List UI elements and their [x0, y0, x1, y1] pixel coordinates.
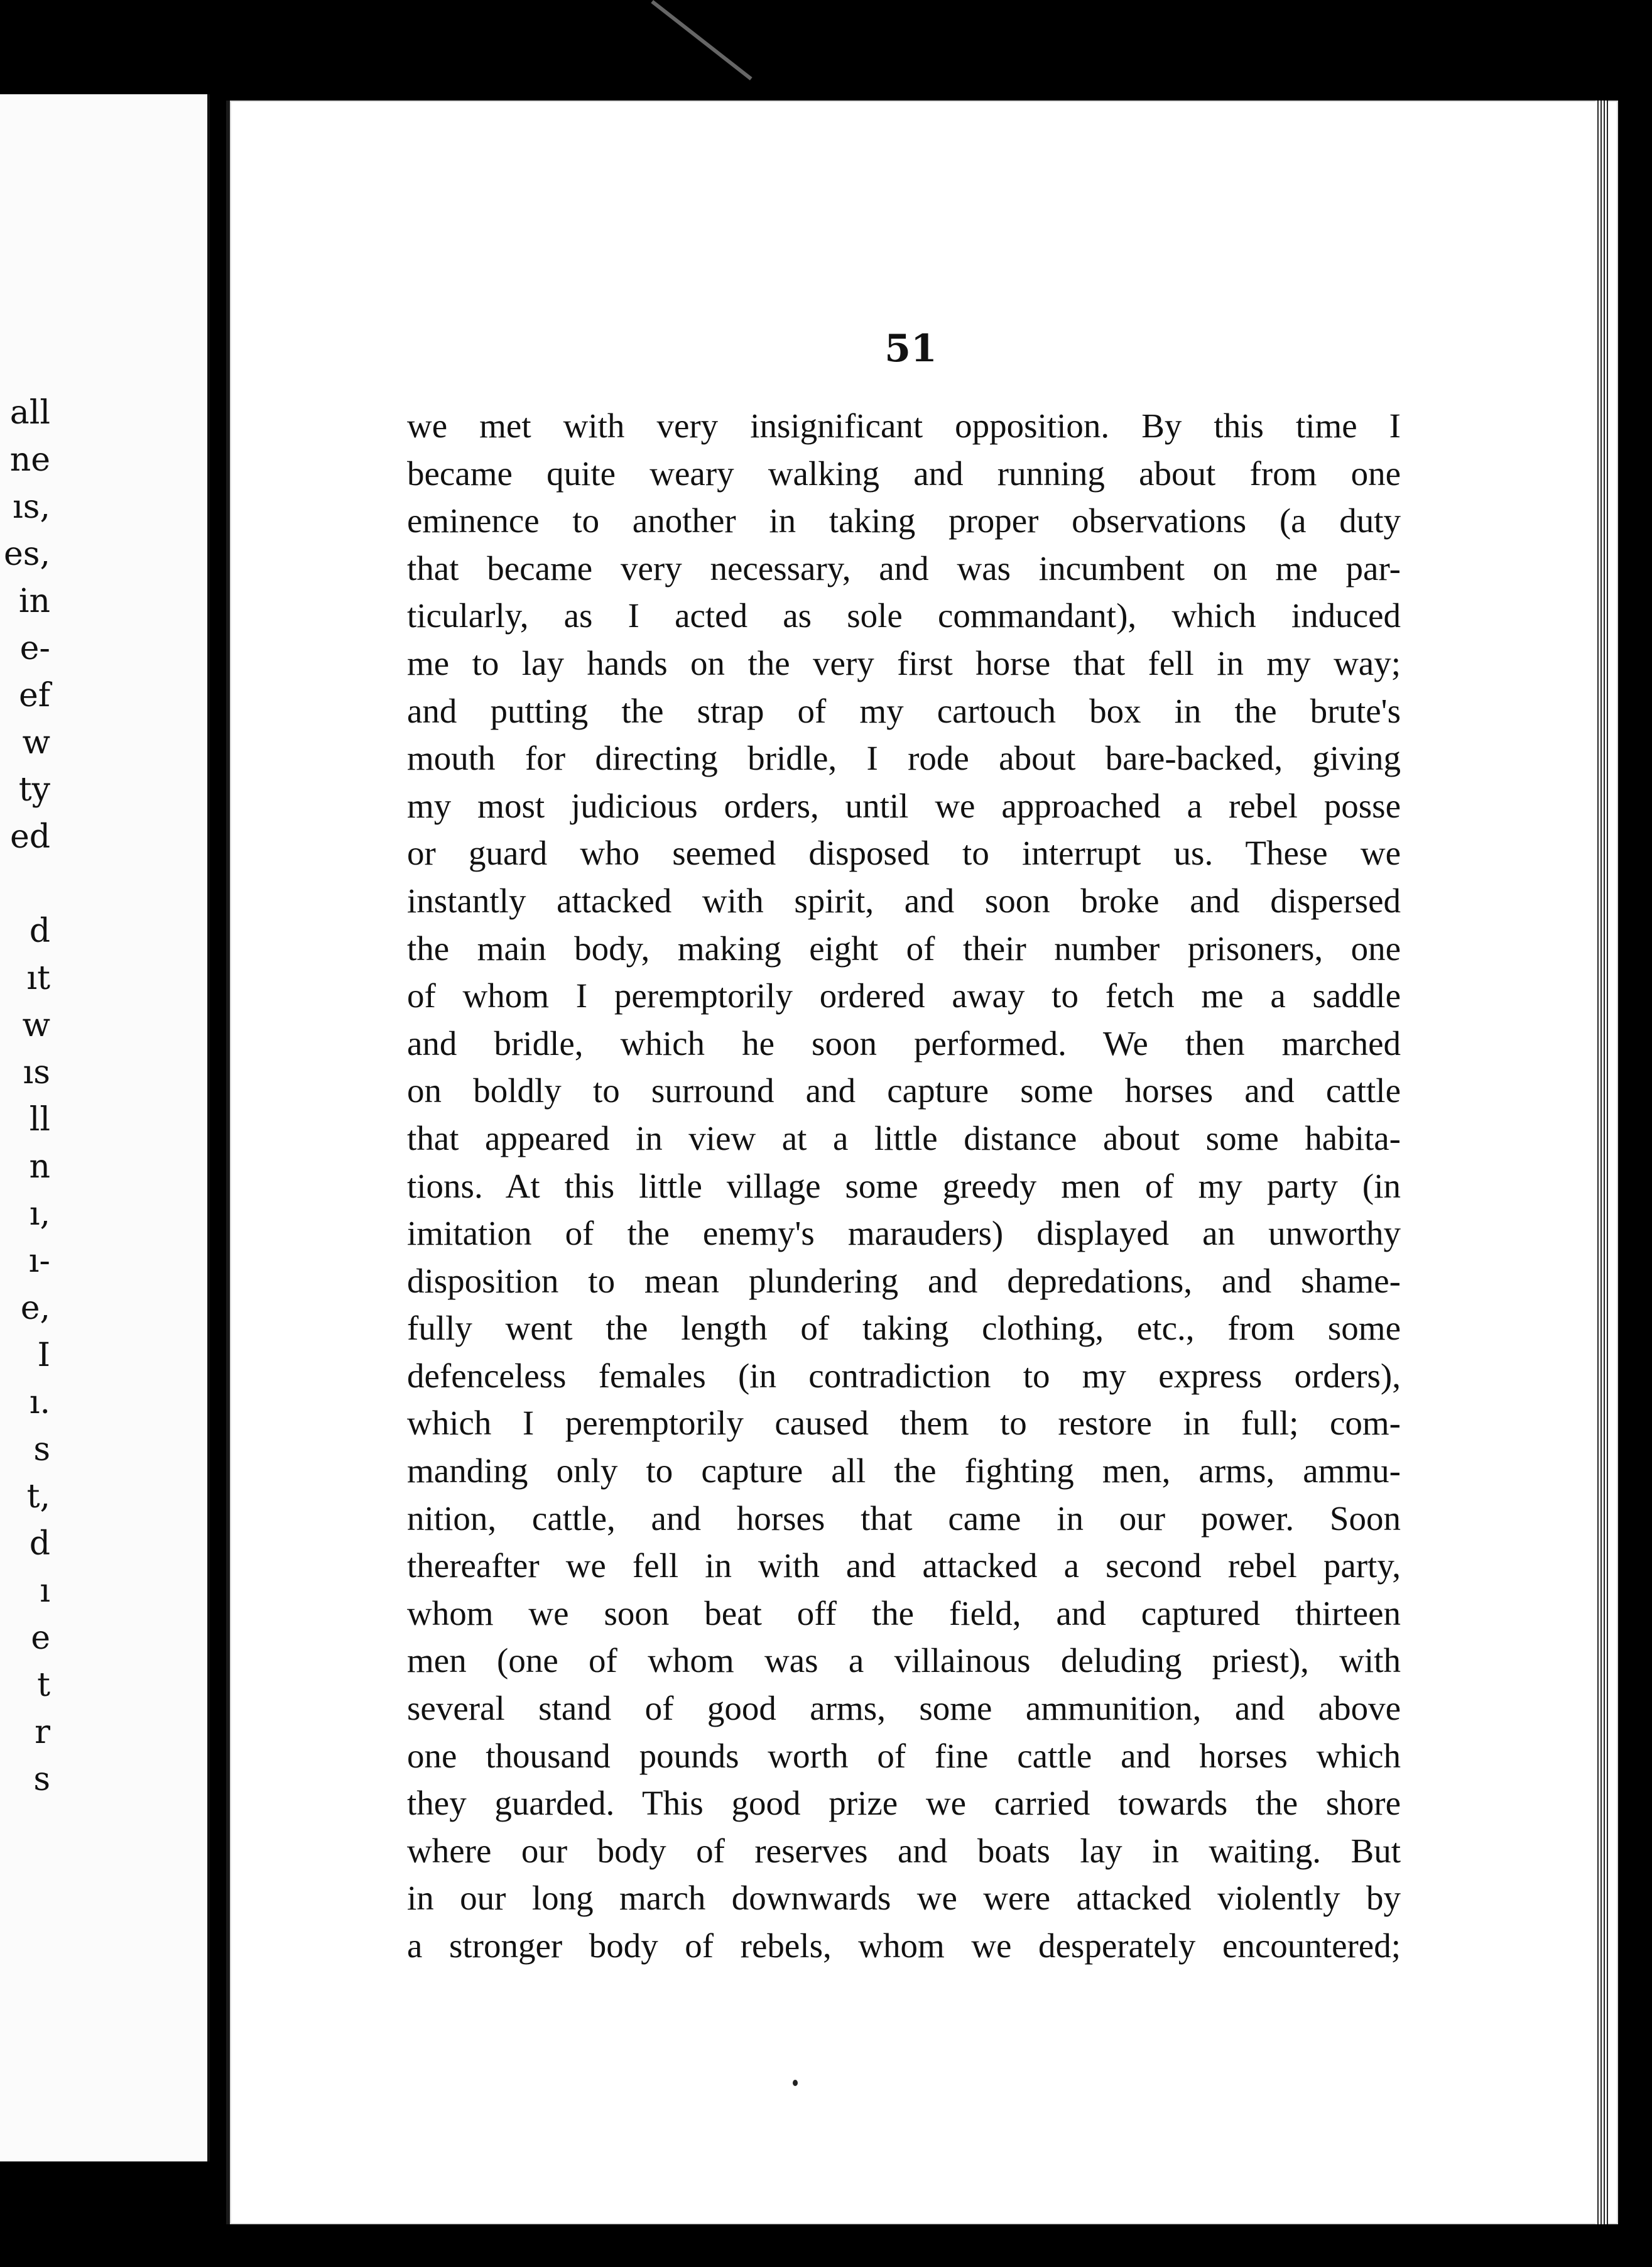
left-page-fragment: d [29, 1525, 50, 1563]
left-page-fragment: ı- [28, 1242, 50, 1280]
text-line: which I peremptorily caused them to restore in full; com- [407, 1404, 1401, 1443]
text-line: men (one of whom was a villainous deluding priest), with [407, 1641, 1401, 1680]
text-line: that appeared in view at a little distance about some habita- [407, 1118, 1401, 1157]
text-line: tions. At this little village some greedy men of my party (in [407, 1166, 1401, 1205]
left-page-fragment: t, [26, 1478, 50, 1516]
text-line: thereafter we fell in with and attacked a second rebel party, [407, 1546, 1401, 1585]
left-page-fragment: ıs [23, 1054, 50, 1091]
text-line: defenceless females (in contradiction to my express orders), [407, 1356, 1401, 1395]
text-line: and putting the strap of my cartouch box in the brute's [407, 691, 1401, 730]
page-number: 51 [884, 327, 937, 371]
text-line: fully went the length of taking clothing, etc., from some [407, 1309, 1401, 1348]
left-page-fragment: w [22, 724, 50, 762]
text-line: in our long march downwards we were attacked violently by [407, 1879, 1401, 1918]
text-line: mouth for directing bridle, I rode about bare-backed, giving [407, 739, 1401, 778]
scan-artifact-line [651, 0, 752, 80]
text-line: a stronger body of rebels, whom we desperately encountered; [407, 1926, 1401, 1965]
text-line: and bridle, which he soon performed. We then marched [407, 1024, 1401, 1062]
text-line: several stand of good arms, some ammunition, and above [407, 1689, 1401, 1728]
text-line: where our body of reserves and boats lay in waiting. But [407, 1831, 1401, 1870]
left-page-fragment: ed [9, 818, 50, 856]
text-line: the main body, making eight of their number prisoners, one [407, 929, 1401, 968]
left-page-fragment: ıt [26, 959, 50, 997]
text-line: disposition to mean plundering and depredations, and shame- [407, 1261, 1401, 1300]
body-text [407, 402, 1401, 1970]
left-page-fragment: s [33, 1431, 50, 1468]
text-line: that became very necessary, and was incumbent on me par- [407, 549, 1401, 587]
text-line: whom we soon beat off the field, and captured thirteen [407, 1593, 1401, 1632]
left-page-fragment: t [37, 1666, 50, 1704]
page-edge-stack [1595, 101, 1608, 2224]
left-page-fragment: e- [19, 630, 50, 667]
scan-speck [793, 2080, 798, 2086]
text-line: became quite weary walking and running about from one [407, 454, 1401, 493]
left-page-fragment: s [33, 1761, 50, 1798]
text-line: eminence to another in taking proper observations (a duty [407, 501, 1401, 540]
left-page-fragment: ı. [29, 1384, 50, 1421]
text-line: manding only to capture all the fighting men, arms, ammu- [407, 1451, 1401, 1490]
text-line: they guarded. This good prize we carried towards the shore [407, 1784, 1401, 1823]
left-page-fragment: ll [29, 1101, 50, 1139]
left-page-edge [0, 94, 210, 2161]
left-page-fragment [0, 861, 50, 908]
text-line: nition, cattle, and horses that came in our power. Soon [407, 1499, 1401, 1538]
left-page-fragment: w [22, 1007, 50, 1044]
left-page-fragment: ı [40, 1572, 50, 1610]
text-line: we met with very insignificant opposition. By this time I [407, 407, 1401, 445]
text-line: or guard who seemed disposed to interrupt us. These we [407, 834, 1401, 873]
text-line: instantly attacked with spirit, and soon broke and dispersed [407, 881, 1401, 920]
left-page-fragment: ef [18, 677, 50, 714]
left-page-fragment: es, [4, 535, 50, 573]
left-page-fragment: d [29, 912, 50, 950]
left-page-fragment: r [35, 1713, 50, 1751]
left-page-fragment: I [37, 1336, 50, 1374]
text-line: imitation of the enemy's marauders) displayed an unworthy [407, 1214, 1401, 1253]
left-page-fragment: in [18, 582, 50, 620]
left-page-text-fragments [0, 390, 50, 1803]
left-page-fragment: e, [20, 1289, 50, 1327]
left-page-fragment: e [31, 1619, 50, 1657]
text-line: of whom I peremptorily ordered away to fetch me a saddle [407, 976, 1401, 1015]
left-page-fragment: ty [18, 771, 50, 809]
text-line: my most judicious orders, until we approached a rebel posse [407, 786, 1401, 825]
text-line: one thousand pounds worth of fine cattle and horses which [407, 1736, 1401, 1775]
left-page-fragment: n [29, 1148, 50, 1186]
left-page-fragment: ı, [29, 1195, 50, 1233]
text-line: me to lay hands on the very first horse that fell in my way; [407, 643, 1401, 682]
left-page-fragment: ıs, [13, 488, 50, 526]
left-page-fragment: ne [9, 441, 50, 479]
left-page-fragment: all [9, 394, 50, 432]
text-line: on boldly to surround and capture some horses and cattle [407, 1071, 1401, 1110]
text-line: ticularly, as I acted as sole commandant), which induced [407, 596, 1401, 635]
